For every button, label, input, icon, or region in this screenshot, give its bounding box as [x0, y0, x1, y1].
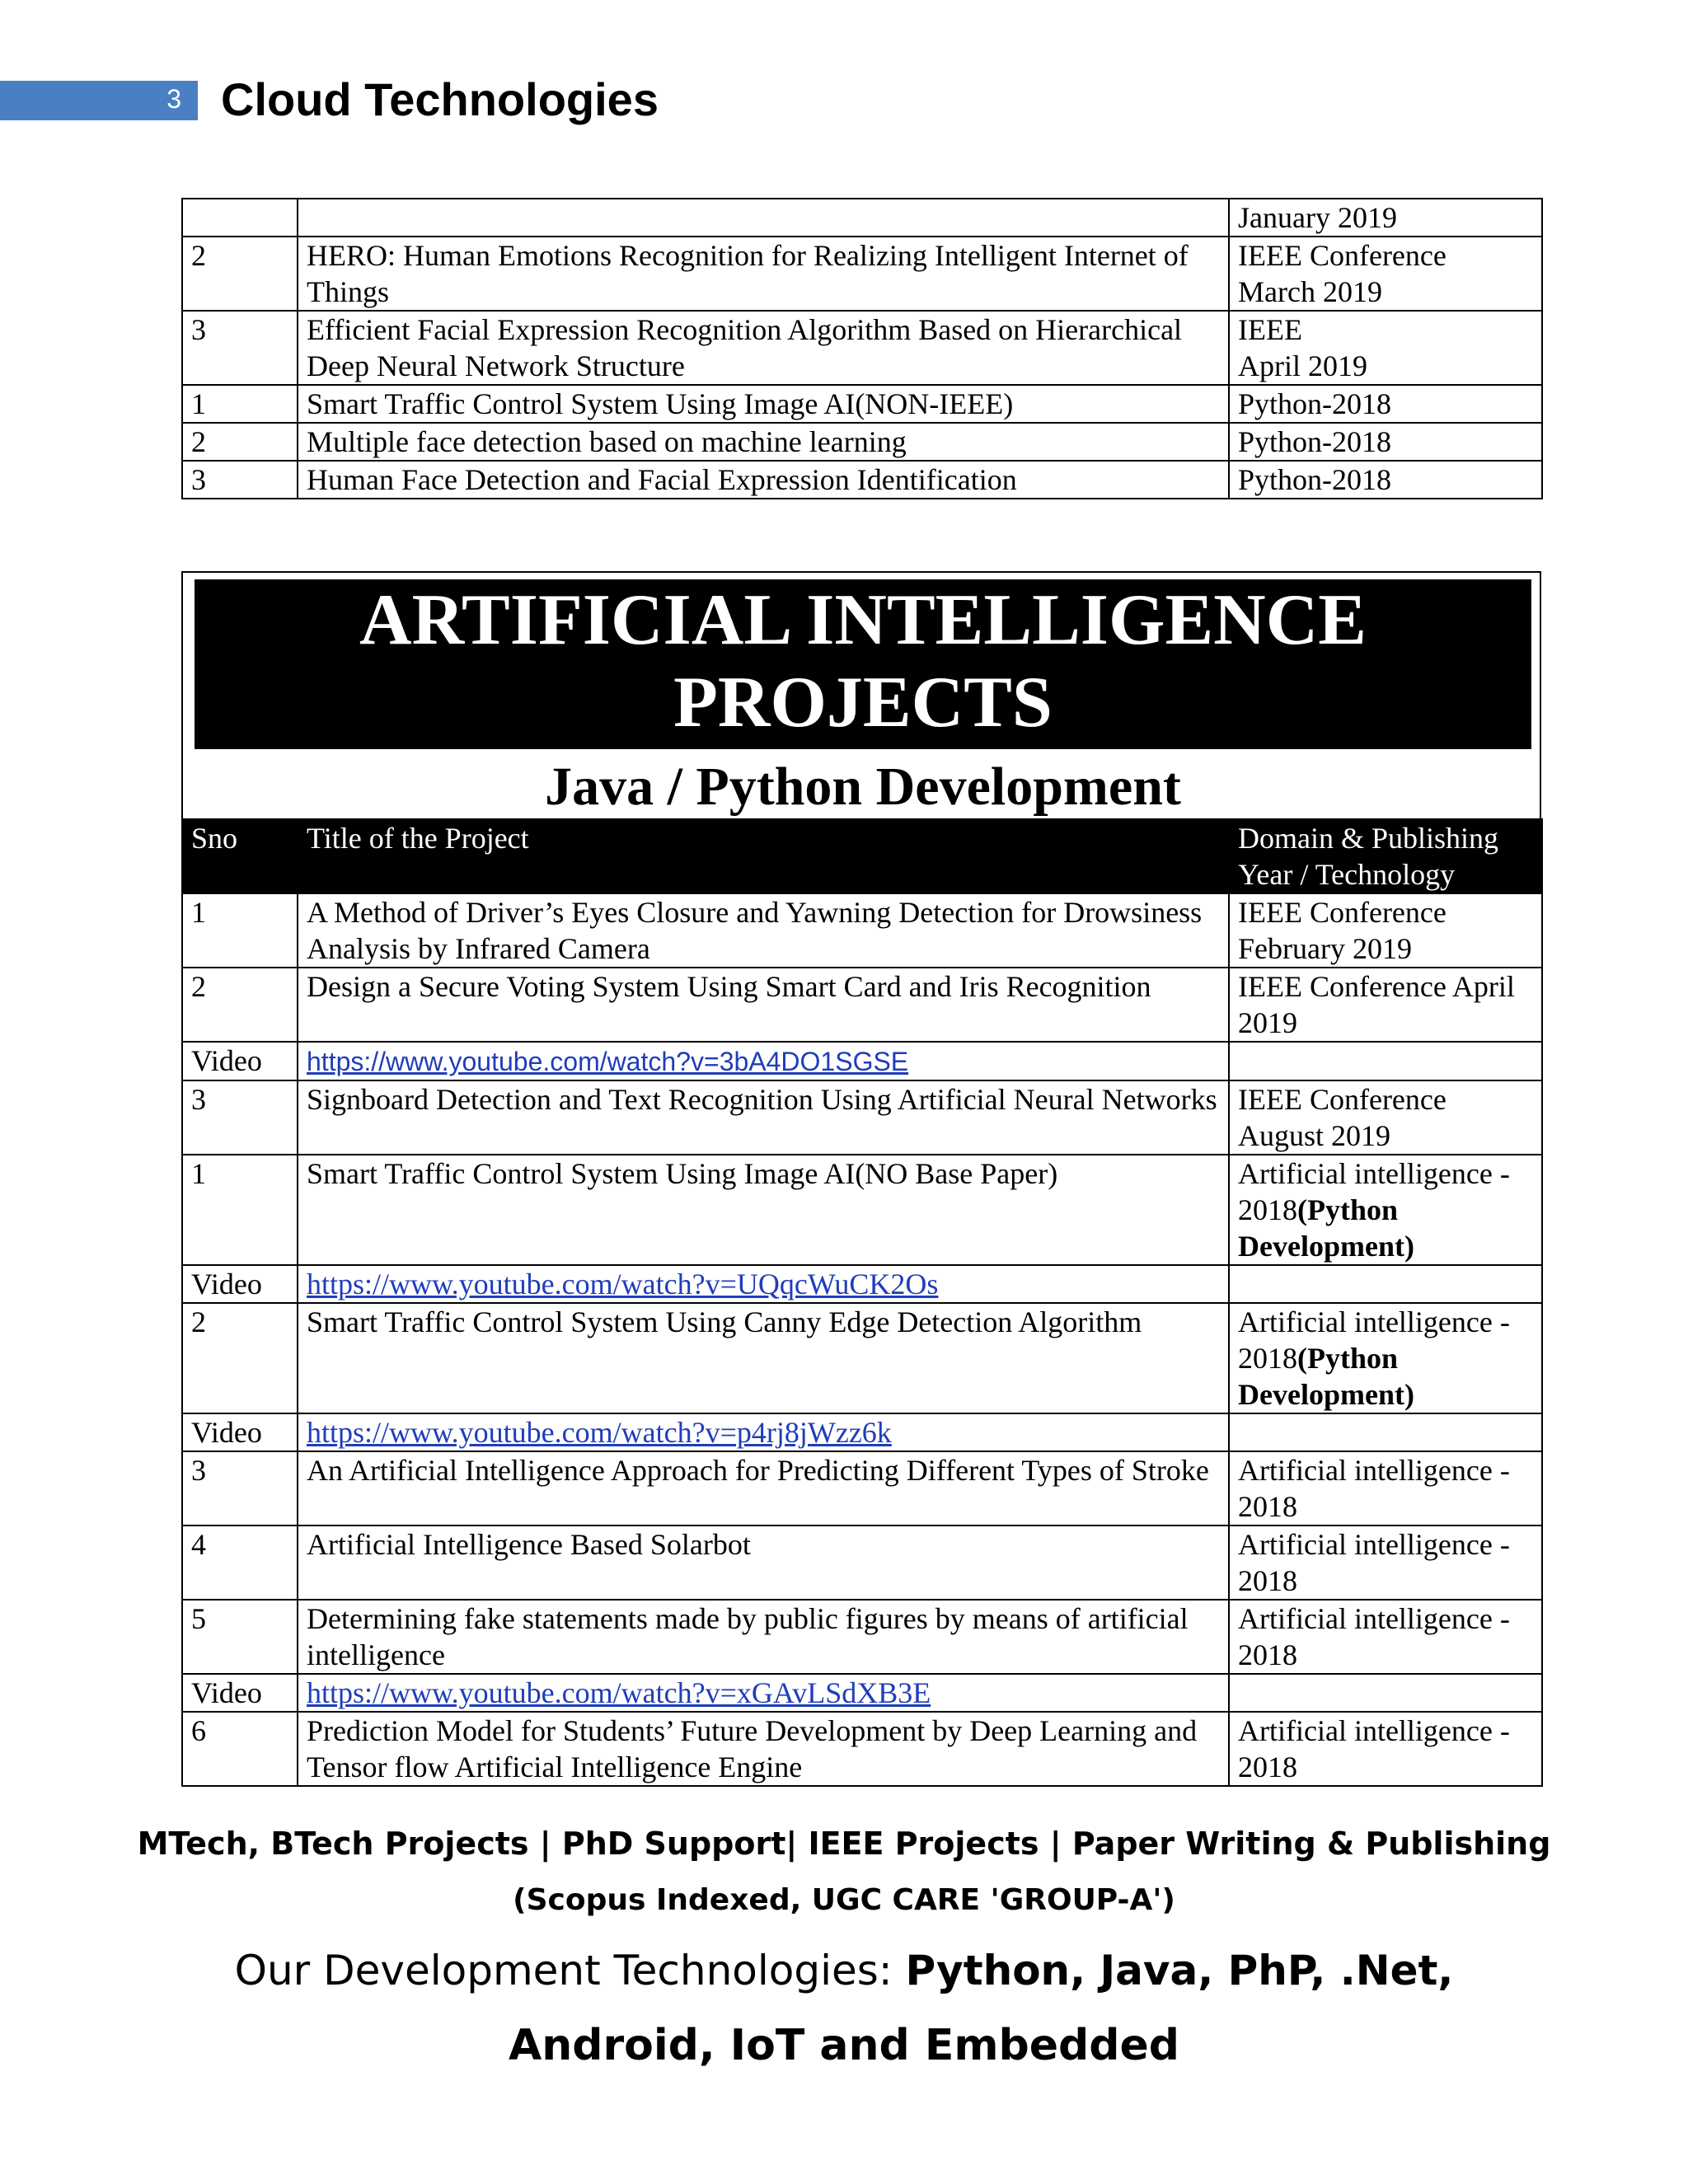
cell-sno: Video — [182, 1674, 298, 1712]
page-header — [0, 74, 824, 124]
cell-domain — [1229, 1413, 1542, 1451]
cell-domain — [1229, 1451, 1542, 1526]
header-title: Title of the Project — [298, 819, 1229, 893]
cell-title: Efficient Facial Expression Recognition Algorithm Based on Hierarchical Deep Neural Network Structure — [298, 311, 1229, 385]
cell-domain — [1229, 1600, 1542, 1674]
cell-title: Smart Traffic Control System Using Image AI(NON-IEEE) — [298, 385, 1229, 423]
cell-sno: Video — [182, 1042, 298, 1080]
cell-domain — [1229, 893, 1542, 968]
header-sno: Sno — [182, 819, 298, 893]
domain-text: IEEE Conference August 2019 — [1238, 1083, 1447, 1152]
domain-line: Python-2018 — [1238, 463, 1392, 496]
cell-domain — [1229, 237, 1542, 311]
cell-domain — [1229, 423, 1542, 461]
domain-line: Python-2018 — [1238, 387, 1392, 420]
table-row — [182, 237, 1542, 311]
domain-text: Artificial intelligence - 2018 — [1238, 1714, 1510, 1783]
domain-technology: (Python Development) — [1238, 1193, 1414, 1263]
domain-text: Artificial intelligence - 2018 — [1238, 1157, 1510, 1226]
cell-title: A Method of Driver’s Eyes Closure and Yawning Detection for Drowsiness Analysis by Infrared Camera — [298, 893, 1229, 968]
cell-domain — [1229, 311, 1542, 385]
video-row — [182, 1413, 1542, 1451]
table-row — [182, 199, 1542, 237]
header-domain: Domain & Publishing Year / Technology — [1229, 819, 1542, 893]
cell-title: Design a Secure Voting System Using Smart Card and Iris Recognition — [298, 968, 1229, 1042]
cell-title: Smart Traffic Control System Using Image AI(NO Base Paper) — [298, 1155, 1229, 1265]
table-row — [182, 1451, 1542, 1526]
footer-services: MTech, BTech Projects | PhD Support| IEEE Projects | Paper Writing & Publishing — [137, 1825, 1551, 1862]
cell-sno: 4 — [182, 1526, 298, 1600]
footer-tech-list: Python, Java, PhP, .Net, — [905, 1947, 1454, 1994]
table-row — [182, 461, 1542, 499]
video-link[interactable]: https://www.youtube.com/watch?v=UQqcWuCK2Os — [307, 1268, 939, 1301]
video-link[interactable]: https://www.youtube.com/watch?v=xGAvLSdXB3E — [307, 1676, 931, 1709]
table-row — [182, 1080, 1542, 1155]
cell-domain — [1229, 199, 1542, 237]
page-number-bar — [0, 81, 198, 120]
cell-sno: Video — [182, 1413, 298, 1451]
footer-tech-list-2: Android, IoT and Embedded — [509, 2021, 1179, 2070]
footer-technologies — [0, 1947, 1688, 1994]
cell-link — [298, 1413, 1229, 1451]
video-link[interactable]: https://www.youtube.com/watch?v=p4rj8jWzz6k — [307, 1416, 892, 1449]
cell-title: Signboard Detection and Text Recognition Using Artificial Neural Networks — [298, 1080, 1229, 1155]
cell-title: An Artificial Intelligence Approach for Predicting Different Types of Stroke — [298, 1451, 1229, 1526]
table-row — [182, 1712, 1542, 1786]
table-row — [182, 893, 1542, 968]
ai-subtitle: Java / Python Development — [545, 757, 1181, 817]
cell-title: Multiple face detection based on machine learning — [298, 423, 1229, 461]
cell-domain — [1229, 1155, 1542, 1265]
cell-title: Determining fake statements made by public figures by means of artificial intelligence — [298, 1600, 1229, 1674]
table-row — [182, 423, 1542, 461]
cell-sno: 3 — [182, 1080, 298, 1155]
cell-domain — [1229, 1526, 1542, 1600]
cell-title: HERO: Human Emotions Recognition for Realizing Intelligent Internet of Things — [298, 237, 1229, 311]
cell-domain — [1229, 1042, 1542, 1080]
cell-domain — [1229, 968, 1542, 1042]
ai-banner-line2: PROJECTS — [673, 663, 1053, 743]
video-row — [182, 1265, 1542, 1303]
cell-sno: 2 — [182, 237, 298, 311]
cell-sno: 2 — [182, 1303, 298, 1413]
cell-title: Smart Traffic Control System Using Canny Edge Detection Algorithm — [298, 1303, 1229, 1413]
ai-projects-table — [181, 818, 1543, 1787]
video-row — [182, 1042, 1542, 1080]
cell-sno: 5 — [182, 1600, 298, 1674]
cell-sno: 2 — [182, 423, 298, 461]
cell-domain — [1229, 1674, 1542, 1712]
cell-sno: 2 — [182, 968, 298, 1042]
top-projects-table — [181, 198, 1543, 499]
cell-domain — [1229, 1265, 1542, 1303]
table-row — [182, 385, 1542, 423]
cell-link — [298, 1042, 1229, 1080]
cell-sno: 3 — [182, 311, 298, 385]
ai-table-header-row — [182, 819, 1542, 893]
ai-banner-frame — [181, 571, 1541, 818]
cell-link — [298, 1674, 1229, 1712]
cell-sno: 1 — [182, 385, 298, 423]
cell-sno: 3 — [182, 461, 298, 499]
domain-line: January 2019 — [1238, 201, 1397, 234]
domain-text: Artificial intelligence - 2018 — [1238, 1454, 1510, 1523]
domain-line: March 2019 — [1238, 275, 1382, 308]
cell-domain — [1229, 461, 1542, 499]
cell-sno: 1 — [182, 1155, 298, 1265]
domain-line: IEEE — [1238, 313, 1302, 346]
domain-text: IEEE Conference February 2019 — [1238, 896, 1447, 965]
domain-text: Artificial intelligence - 2018 — [1238, 1305, 1510, 1375]
ai-projects-section — [181, 571, 1541, 1787]
cell-sno: Video — [182, 1265, 298, 1303]
table-row — [182, 1600, 1542, 1674]
table-row — [182, 311, 1542, 385]
table-row — [182, 1526, 1542, 1600]
top-table-body — [182, 199, 1542, 499]
header-title: Cloud Technologies — [221, 73, 659, 125]
cell-title: Human Face Detection and Facial Expression Identification — [298, 461, 1229, 499]
video-link[interactable]: https://www.youtube.com/watch?v=3bA4DO1SGSE — [307, 1047, 909, 1076]
ai-table-body — [182, 893, 1542, 1786]
domain-line: April 2019 — [1238, 349, 1367, 382]
table-row — [182, 968, 1542, 1042]
cell-domain — [1229, 1303, 1542, 1413]
table-row — [182, 1303, 1542, 1413]
footer-indexing: (Scopus Indexed, UGC CARE 'GROUP-A') — [513, 1883, 1175, 1917]
cell-domain — [1229, 385, 1542, 423]
cell-title: Prediction Model for Students’ Future Development by Deep Learning and Tensor flow Artificial Intelligence Engine — [298, 1712, 1229, 1786]
cell-domain — [1229, 1080, 1542, 1155]
footer-tech-prefix: Our Development Technologies: — [234, 1947, 906, 1994]
domain-line: Python-2018 — [1238, 425, 1392, 458]
domain-text: Artificial intelligence - 2018 — [1238, 1528, 1510, 1597]
ai-banner — [195, 579, 1531, 749]
ai-banner-line1: ARTIFICIAL INTELLIGENCE — [359, 580, 1367, 660]
domain-technology: (Python Development) — [1238, 1342, 1414, 1411]
table-row — [182, 1155, 1542, 1265]
video-row — [182, 1674, 1542, 1712]
domain-text: IEEE Conference April 2019 — [1238, 970, 1515, 1039]
cell-sno: 1 — [182, 893, 298, 968]
domain-text: Artificial intelligence - 2018 — [1238, 1602, 1510, 1671]
cell-domain — [1229, 1712, 1542, 1786]
cell-title: Artificial Intelligence Based Solarbot — [298, 1526, 1229, 1600]
cell-sno: 6 — [182, 1712, 298, 1786]
cell-sno: 3 — [182, 1451, 298, 1526]
cell-title — [298, 199, 1229, 237]
domain-line: IEEE Conference — [1238, 239, 1447, 272]
cell-link — [298, 1265, 1229, 1303]
page-number: 3 — [166, 84, 181, 114]
cell-sno — [182, 199, 298, 237]
